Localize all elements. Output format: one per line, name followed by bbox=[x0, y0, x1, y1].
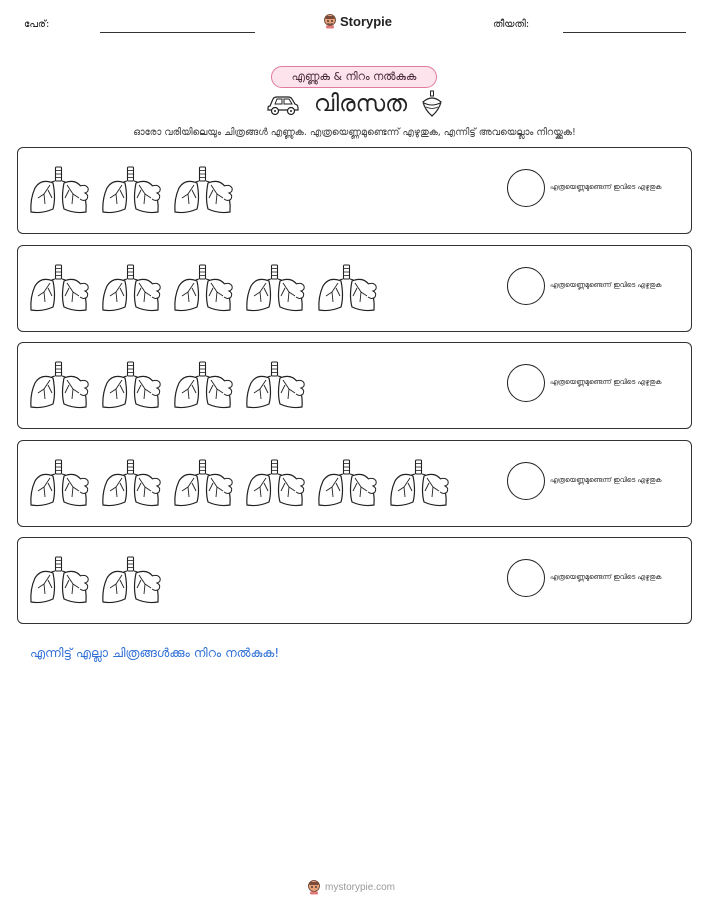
counting-row-1 bbox=[17, 147, 692, 234]
icon-group bbox=[28, 264, 377, 313]
counting-row-3 bbox=[17, 342, 692, 429]
color-instruction: എന്നിട്ട് എല്ലാ ചിത്രങ്ങൾക്കും നിറം നൽകുക! bbox=[30, 645, 280, 660]
lungs-icon bbox=[100, 264, 161, 313]
answer-hint: എത്രയെണ്ണമുണ്ടെന്ന് ഇവിടെ എഴുതുക bbox=[550, 476, 662, 484]
lungs-icon bbox=[172, 459, 233, 508]
lungs-icon bbox=[388, 459, 449, 508]
name-input-line[interactable] bbox=[100, 32, 255, 33]
lungs-icon bbox=[28, 459, 89, 508]
icon-group bbox=[28, 556, 161, 605]
icon-group bbox=[28, 361, 305, 410]
lungs-icon bbox=[28, 556, 89, 605]
answer-circle[interactable] bbox=[507, 267, 545, 305]
answer-hint: എത്രയെണ്ണമുണ്ടെന്ന് ഇവിടെ എഴുതുക bbox=[550, 183, 662, 191]
answer-circle[interactable] bbox=[507, 169, 545, 207]
lungs-icon bbox=[172, 264, 233, 313]
lungs-icon bbox=[244, 264, 305, 313]
instruction-text: ഓരോ വരിയിലെയും ചിത്രങ്ങൾ എണ്ണുക. എത്രയെണ്ണമുണ്ടെന്ന് എഴുതുക, എന്നിട്ട് അവയെല്ലാം നിറയ്ക്കുക! bbox=[133, 127, 576, 138]
title-row bbox=[0, 90, 709, 118]
lungs-icon bbox=[28, 166, 89, 215]
lungs-icon bbox=[100, 361, 161, 410]
icon-group bbox=[28, 459, 449, 508]
lungs-icon bbox=[316, 459, 377, 508]
page-title: വിരസത bbox=[313, 91, 408, 117]
spinning-top-icon bbox=[421, 90, 443, 118]
answer-circle[interactable] bbox=[507, 559, 545, 597]
brand-name: Storypie bbox=[340, 13, 393, 29]
brand-logo bbox=[323, 13, 392, 29]
counting-row-5 bbox=[17, 537, 692, 624]
name-label: പേര്: bbox=[24, 19, 50, 30]
lungs-icon bbox=[100, 459, 161, 508]
lungs-icon bbox=[28, 264, 89, 313]
counting-row-2 bbox=[17, 245, 692, 332]
lungs-icon bbox=[172, 166, 233, 215]
date-input-line[interactable] bbox=[563, 32, 686, 33]
icon-group bbox=[28, 166, 233, 215]
lungs-icon bbox=[28, 361, 89, 410]
toy-car-icon bbox=[266, 91, 300, 117]
storypie-mascot-icon bbox=[323, 13, 337, 29]
footer-brand bbox=[307, 879, 395, 895]
lungs-icon bbox=[316, 264, 377, 313]
lungs-icon bbox=[100, 166, 161, 215]
lungs-icon bbox=[244, 459, 305, 508]
answer-circle[interactable] bbox=[507, 364, 545, 402]
storypie-mascot-icon bbox=[307, 879, 321, 895]
footer-url[interactable]: mystorypie.com bbox=[325, 881, 396, 893]
lungs-icon bbox=[244, 361, 305, 410]
answer-circle[interactable] bbox=[507, 462, 545, 500]
lungs-icon bbox=[100, 556, 161, 605]
answer-hint: എത്രയെണ്ണമുണ്ടെന്ന് ഇവിടെ എഴുതുക bbox=[550, 378, 662, 386]
lungs-icon bbox=[172, 361, 233, 410]
answer-hint: എത്രയെണ്ണമുണ്ടെന്ന് ഇവിടെ എഴുതുക bbox=[550, 573, 662, 581]
activity-badge: എണ്ണുക & നിറം നൽകുക bbox=[271, 66, 437, 88]
date-label: തീയതി: bbox=[493, 19, 530, 30]
counting-row-4 bbox=[17, 440, 692, 527]
answer-hint: എത്രയെണ്ണമുണ്ടെന്ന് ഇവിടെ എഴുതുക bbox=[550, 281, 662, 289]
